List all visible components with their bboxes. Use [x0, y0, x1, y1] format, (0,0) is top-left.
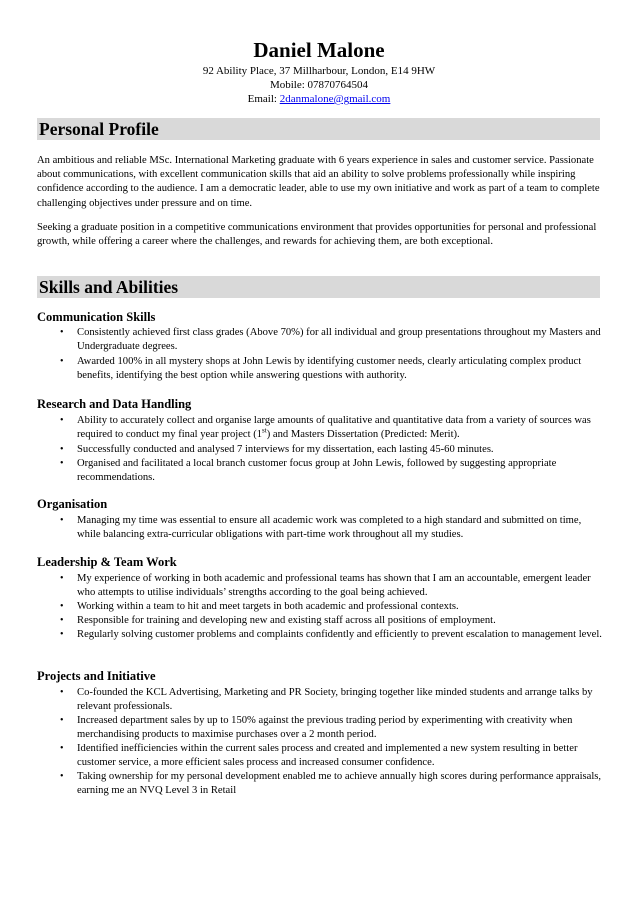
mobile: Mobile: 07870764504 — [269, 79, 369, 91]
section-personal-profile — [37, 118, 600, 140]
bullet-icon: • — [60, 715, 64, 726]
list-item: Successfully conducted and analysed 7 interviews for my dissertation, each lasting 45-60 minutes. — [77, 444, 494, 455]
list-item: Managing my time was essential to ensure all academic work was completed to a high standard and submitted on time, while balancing extra-curricular obligations with part-time work throughout all my studies. — [77, 515, 582, 541]
address: 92 Ability Place, 37 Millharbour, London, E14 9HW — [202, 65, 436, 77]
bullet-icon: • — [60, 687, 64, 698]
list-item: Increased department sales by up to 150% against the previous trading period by experimenting with creativity when merchandising products to maximise purchases over a 2 month period. — [77, 715, 573, 741]
email-line — [0, 92, 638, 106]
bullet-icon: • — [60, 629, 64, 640]
email-link[interactable]: 2danmalone@gmail.com — [279, 93, 391, 105]
list-item: Responsible for training and developing new and existing staff across all positions of employment. — [77, 615, 496, 626]
bullet-icon: • — [60, 415, 64, 426]
list-item: Regularly solving customer problems and complaints confidently and efficiently to prevent escalation to management level. — [77, 629, 602, 640]
list-item: Consistently achieved first class grades (Above 70%) for all individual and group presentations throughout my Masters and Undergraduate degrees. — [77, 327, 601, 353]
list-item-text: Ability to accurately collect and organise large amounts of qualitative and quantitative data from a variety of sources was required to conduct my final year project (1 — [77, 415, 591, 441]
section-title: Personal Profile — [39, 119, 159, 139]
subheading-projects: Projects and Initiative — [37, 669, 156, 683]
email-label: Email: — [247, 93, 280, 105]
bullet-icon: • — [60, 356, 64, 367]
profile-paragraph-2: Seeking a graduate position in a competitive communications environment that provides opportunities for personal and professional growth, while offering a career where the challenges, and rewards for achieving them, are both exceptional. — [37, 222, 597, 248]
list-item: Working within a team to hit and meet targets in both academic and professional contexts. — [77, 601, 459, 612]
subheading-research: Research and Data Handling — [37, 397, 192, 411]
superscript: st — [262, 426, 267, 435]
bullet-icon: • — [60, 444, 64, 455]
list-item: Identified inefficiencies within the current sales process and created and implemented a new system resulting in better customer service, a more efficient sales process and increased consumer confidence. — [77, 743, 578, 769]
list-item: Organised and facilitated a local branch customer focus group at John Lewis, followed by suggesting appropriate recommendations. — [77, 458, 557, 484]
subheading-communication: Communication Skills — [37, 310, 156, 324]
bullet-icon: • — [60, 515, 64, 526]
list-item — [77, 414, 602, 442]
subheading-organisation: Organisation — [37, 497, 108, 511]
list-item: Co-founded the KCL Advertising, Marketing and PR Society, bringing together like minded students and arrange talks by relevant professionals. — [77, 687, 593, 713]
bullet-icon: • — [60, 458, 64, 469]
list-item: Awarded 100% in all mystery shops at John Lewis by identifying customer needs, clearly articulating complex product benefits, identifying the best option while answering questions with authority. — [77, 356, 582, 382]
bullet-icon: • — [60, 327, 64, 338]
section-skills-abilities — [37, 276, 600, 298]
bullet-icon: • — [60, 615, 64, 626]
list-item: Taking ownership for my personal development enabled me to achieve annually high scores during performance appraisals, earning me an NVQ Level 3 in Retail — [77, 771, 602, 797]
bullet-icon: • — [60, 573, 64, 584]
section-title: Skills and Abilities — [39, 277, 179, 297]
bullet-icon: • — [60, 743, 64, 754]
candidate-name: Daniel Malone — [253, 38, 385, 62]
list-item: My experience of working in both academic and professional teams has shown that I am an accountable, emergent leader who attempts to utilise individuals’ strengths according to the goal being achieved. — [77, 573, 591, 599]
list-item-text: ) and Masters Dissertation (Predicted: Merit). — [266, 429, 460, 441]
bullet-icon: • — [60, 771, 64, 782]
subheading-leadership: Leadership & Team Work — [37, 555, 177, 569]
profile-paragraph-1: An ambitious and reliable MSc. International Marketing graduate with 6 years experience in sales and customer service. Passionate about communications, with excellent communication skills that aid an ability to solve problems professionally while inspiring confidence according to the audience. I am a democratic leader, able to use my own initiative and work as part of a team to complete challenging objectives under pressure and on time. — [37, 155, 600, 209]
bullet-icon: • — [60, 601, 64, 612]
